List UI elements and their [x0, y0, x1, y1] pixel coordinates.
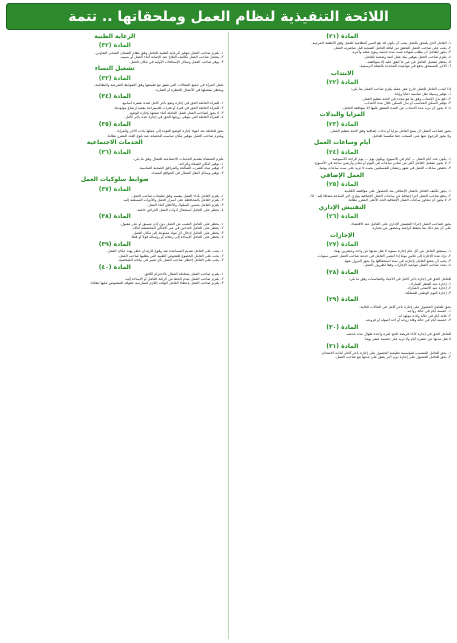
article-line: ٢- يتحمل صاحب العمل تكاليف العلاج عند الإصابة أثناء العمل أو بسببه. — [119, 55, 224, 60]
article-section — [234, 323, 452, 341]
article-line: تلتزم المنشأة بتقديم الخدمات الاجتماعية للعمال وفق ما يلي: — [133, 156, 224, 161]
article-body — [6, 101, 224, 119]
article-line: ٢- توفير مياه الشرب الصالحة والمرافق الصحية المناسبة. — [138, 166, 224, 171]
article-line: يجوز لصاحب العمل إجراء التفتيش الإداري على العامل عند الاقتضاء، — [350, 221, 451, 226]
article-body — [234, 41, 452, 69]
section-title: التفتيش الإداري — [318, 203, 366, 211]
article-line: ٣- يلتزم صاحب العمل بإعطاء العامل الوقت اللازم لممارسة حقوقه المنصوص عليها نظاماً. — [90, 281, 224, 286]
article-line: ٤- يحظر على العامل استعمال أدوات العمل لأغراض خاصة. — [136, 207, 224, 212]
article-body — [6, 249, 224, 263]
article-section — [6, 263, 224, 286]
article-line: ٣- لا يجوز أن تتجاوز ساعات العمل الإضافية الحد الأعلى المقرر نظاماً. — [347, 198, 451, 203]
article-number-row — [6, 150, 224, 156]
article-number-row — [6, 43, 224, 49]
article-line: ٤- للمرأة العاملة التي يتوفى زوجها الحق في إجازة عدة بأجر كامل. — [124, 115, 224, 120]
section-title: المادة (٢٨) — [326, 268, 359, 276]
article-line: ١- توفير أماكن للصلاة والراحة. — [178, 161, 224, 166]
article-line: للعامل الحق في إجازة لأداء فريضة الحج لمرة واحدة طوال مدة خدمته، — [345, 332, 451, 337]
article-line: ١- يكون عدد أيام العمل ... أيام في الأسبوع، ويكون يوم ... يوم الراحة الأسبوعية. — [331, 156, 451, 161]
article-section — [234, 69, 452, 111]
article-body — [234, 222, 452, 231]
article-body — [6, 51, 224, 65]
section-heading — [6, 265, 224, 271]
article-line: ٤- يلتزم صاحب العمل بتوفير بيئة عمل آمنة وصحية للعامل. — [363, 55, 451, 60]
article-line: ١- يحظر على العامل التغيب عن العمل دون إذن مسبق أو عذر مقبول. — [120, 221, 224, 226]
article-number-row — [6, 187, 224, 193]
section-heading — [234, 71, 452, 77]
section-heading — [234, 112, 452, 118]
article-line: لا تقل مدتها عن عشرة أيام ولا تزيد على خمسة عشر يوماً. — [364, 336, 451, 341]
section-heading — [234, 297, 452, 303]
section-heading — [6, 94, 224, 100]
article-line: ١- إجازة عيد الفطر المبارك. — [409, 281, 451, 286]
article-number: المادة (٣٢) — [98, 42, 131, 50]
section-title: ضوابط سلوكيات العمل — [80, 176, 149, 184]
section-title: المادة (٣٩) — [98, 240, 131, 248]
article-line: ٢- يحظر على العامل التدخين في غير الأماكن المخصصة لذلك. — [131, 226, 224, 231]
article-body — [6, 129, 224, 138]
article-line: ٢- للمرأة العاملة الحق في فترة أو فترات للاستراحة بقصد إرضاع مولودها. — [114, 106, 224, 111]
article-line: ٢- يحق للعامل الحصول على إجازة دون أجر يتفق على مدتها مع صاحب العمل. — [335, 355, 451, 360]
article-line: ٣- لا يجوز لصاحب العمل فصل العاملة أثناء تمتعها بإجازة الوضع. — [129, 110, 224, 115]
article-section — [234, 138, 452, 170]
article-section — [6, 64, 224, 92]
page-title: اللائحة التنفيذية لنظام العمل وملحقاتها .. تتمة — [6, 3, 451, 30]
article-number-row — [234, 242, 452, 248]
article-section — [6, 175, 224, 212]
article-body — [6, 222, 224, 240]
section-heading — [234, 325, 452, 331]
article-number-row — [234, 80, 452, 86]
article-number-row — [234, 150, 452, 156]
article-line: ٣- خمسة أيام في حالة وفاة زوجه أو أحد أصوله أو فروعه. — [365, 318, 451, 323]
section-heading — [6, 122, 224, 128]
article-line: ٢- يجب على العامل الخضوع للفحوص الطبية التي يطلبها صاحب العمل. — [117, 253, 224, 258]
article-body — [6, 272, 224, 286]
article-line: على أن يتم ذلك بما يحفظ كرامته وبحضور من يختاره. — [371, 226, 451, 231]
section-title: الخدمات الاجتماعية — [86, 139, 143, 147]
section-heading — [234, 344, 452, 350]
article-number: المادة (٢٣) — [326, 120, 359, 128]
section-title: المادة (٣٠) — [326, 324, 359, 332]
article-line: ٢- يجب على صاحب العمل التحقق من لياقة العامل الصحية قبل مباشرته العمل. — [333, 45, 451, 50]
article-line: ٣- يجب أن يتمتع العامل بإجازته في سنة استحقاقها ولا يجوز النزول عنها. — [343, 258, 451, 263]
article-number: المادة (٣٦) — [98, 148, 131, 156]
article-line: ٢- إجازة عيد الأضحى المبارك. — [406, 286, 451, 291]
article-section — [234, 110, 452, 138]
article-number-row — [234, 122, 452, 128]
article-body — [234, 189, 452, 203]
article-line: ٢- يلتزم العامل بالمحافظة على أسرار العمل والأدوات المسلمة إليه. — [122, 198, 224, 203]
section-heading — [6, 242, 224, 248]
article-line: ٢- يلتزم صاحب العمل بعدم الحط من كرامة العامل أو الإساءة إليه. — [124, 276, 224, 281]
section-heading — [234, 205, 452, 211]
article-section — [234, 32, 452, 69]
article-line: ٥- يحظر تشغيل العامل في غير ما اتفق عليه إلا بموافقته. — [366, 59, 451, 64]
article-body — [6, 157, 224, 175]
article-section — [234, 268, 452, 296]
article-line: ١- للمرأة العاملة الحق في إجازة وضع بأجر كامل لمدة عشرة أسابيع. — [121, 101, 224, 106]
article-section — [234, 231, 452, 268]
article-line: ١- خمسة أيام في حالة زواجه. — [406, 309, 451, 314]
article-line: ويلتزم صاحب العمل بتوفير مكان مناسب للحضانة عند بلوغ العدد المقرر نظاماً. — [106, 133, 224, 138]
article-number-row — [234, 214, 452, 220]
article-body — [234, 249, 452, 267]
article-section — [6, 32, 224, 64]
article-line: ٤- يحظر على العامل الإساءة إلى زملائه أو رؤسائه قولاً أو فعلاً. — [130, 235, 224, 240]
section-title: الإجازات — [329, 231, 355, 239]
article-line: ولا يجوز الرجوع عنها متى أصبحت حقاً مكتسباً للعامل. — [371, 133, 451, 138]
article-line: ١- العامل الذي يلتحق بالعمل يجب أن يكون قد بلغ السن النظامية للعمل وفق الأنظمة المرعية. — [311, 41, 451, 46]
columns-container — [6, 32, 451, 639]
article-body — [234, 332, 452, 341]
article-line: للعامل الحق في إجازة بأجر كامل في الأعياد والمناسبات وفق ما يلي: — [348, 277, 451, 281]
article-section — [6, 212, 224, 240]
article-number-row — [234, 182, 452, 188]
section-title: المادة (٣٨) — [98, 213, 131, 221]
article-line: ١- يلتزم صاحب العمل بتوفير الرعاية الطبية للعامل وفق نظام الضمان الصحي التعاوني. — [94, 50, 224, 55]
section-heading — [6, 214, 224, 220]
article-line: ٣- يلتزم العامل بحسن السلوك والأخلاق أثناء العمل. — [147, 203, 224, 208]
article-line: ١- يلتزم العامل بأداء العمل بنفسه وفق تعليمات صاحب العمل. — [131, 193, 224, 198]
section-title: المادة (٣٥) — [98, 120, 131, 128]
section-title: تشغيل النساء — [94, 65, 135, 73]
section-title: المادة (٢٩) — [326, 296, 359, 304]
section-title: المادة (٤٠) — [98, 264, 131, 271]
section-heading — [234, 173, 452, 179]
article-body — [234, 351, 452, 360]
article-line: ٣- إجازة اليوم الوطني للمملكة. — [404, 290, 451, 295]
section-heading — [234, 270, 452, 276]
section-title: الرعاية الطبية — [94, 33, 136, 40]
section-heading — [6, 140, 224, 146]
article-line: ١- يلتزم صاحب العمل بمعاملة العمال بالاحترام اللائق. — [143, 272, 224, 277]
section-heading — [6, 177, 224, 183]
article-body — [234, 87, 452, 110]
section-heading — [6, 34, 224, 40]
section-title: العمل الإضافي — [320, 171, 365, 179]
right-column — [234, 32, 452, 639]
article-line: يجوز لصاحب العمل أن يمنح العامل مزايا أو بدلات إضافية وفق لائحة تنظيم العمل، — [329, 129, 451, 134]
article-line: ٣- يوفر صاحب العمل وسائل الإسعافات الأولية في مكان العمل. — [129, 59, 224, 64]
article-line: ١- يحق للعامل المنتسب لمؤسسة تعليمية الحصول على إجازة بأجر كامل لتأدية الامتحان. — [320, 350, 451, 355]
article-line: ٣- تخفض ساعات العمل في شهر رمضان للمسلمين بحيث لا تزيد على ست ساعات يومياً. — [318, 165, 451, 170]
article-section — [6, 138, 224, 175]
section-heading — [234, 34, 452, 40]
article-line: ١- يجب على العامل تقديم المساعدة عند وقوع كارثة أو خطر يهدد مكان العمل. — [106, 249, 224, 254]
article-line: ٣- توفير السكن المناسب أو بدل السكن خلال مدة الانتداب. — [363, 101, 451, 106]
section-title: الانتداب — [330, 69, 354, 77]
article-line: ٦- الأجر المستحق يدفع في مواعيده المحددة بالعملة الرسمية. — [359, 64, 451, 69]
section-title: أيام وساعات العمل — [314, 139, 371, 147]
article-section — [234, 171, 452, 203]
article-section — [6, 92, 224, 120]
article-body — [234, 305, 452, 323]
article-line: ٤- يحدد صاحب العمل مواعيد الإجازات وفقاً لظروف العمل. — [363, 263, 451, 268]
section-heading — [6, 66, 224, 72]
article-line: ١- يستحق العامل عن كل عام إجازة سنوية لا تقل مدتها عن واحد وعشرين يوماً. — [333, 249, 451, 254]
article-body — [6, 194, 224, 212]
left-column — [6, 32, 229, 639]
article-number: المادة (٣٣) — [98, 74, 131, 82]
article-section — [234, 203, 452, 231]
article-line: ٢- يدفع صاحب العمل أجراً إضافياً عن ساعات العمل الإضافية يوازي أجر الساعة مضافاً إليه ٥٠٪. — [309, 193, 451, 198]
section-title: المادة (٣١) — [326, 342, 359, 350]
article-line: ٢- تزاد مدة الإجازة إلى ثلاثين يوماً إذا أمضى العامل في خدمة صاحب العمل خمس سنوات. — [316, 253, 451, 258]
article-line: إذا انتدب العامل للعمل خارج مقر عمله يلتزم صاحب العمل بما يلي: — [351, 87, 451, 92]
article-line: ٤- لا يجوز أن تزيد مدة الانتداب عن المدة المتفق عليها إلا بموافقة العامل. — [342, 105, 451, 110]
section-title: المادة (٢١) — [326, 33, 359, 40]
article-number: المادة (٣٧) — [98, 185, 131, 193]
article-number-row — [6, 76, 224, 82]
article-line: ٢- دفع بدل الانتداب وفق ما هو محدد في لائحة تنظيم العمل. — [361, 96, 451, 101]
article-line: تعمل المرأة في جميع المجالات التي تتفق مع طبيعتها وفق الضوابط الشرعية والنظامية، — [94, 82, 224, 87]
article-line: ٢- لا يجوز تشغيل العامل أكثر من ثماني ساعات في اليوم أو ثمان وأربعين ساعة في الأسبوع. — [314, 161, 451, 166]
article-number: المادة (٢٤) — [326, 148, 359, 156]
article-number: المادة (٢٢) — [326, 79, 359, 87]
article-line: ٣- يجب على العامل إخطار صاحب العمل بأي تغيير في بياناته الشخصية. — [117, 258, 224, 263]
article-body — [234, 157, 452, 171]
article-line: يحق للعاملة بعد انتهاء إجازة الوضع العودة إلى عملها بذات الأجر والمزايا، — [116, 129, 224, 134]
article-section — [6, 240, 224, 263]
section-heading — [234, 140, 452, 146]
article-body — [6, 83, 224, 92]
article-line: ٣- توفير وسائل النقل للعمال في المواقع البعيدة. — [151, 170, 224, 175]
article-line: ١- توفير وسيلة نقل مناسبة ذهاباً وإياباً. — [393, 92, 451, 97]
section-heading — [234, 233, 452, 239]
article-number: المادة (٢٥) — [326, 180, 359, 188]
article-line: ويحظر تشغيلها في الأعمال الخطرة أو الضارة. — [154, 87, 224, 92]
article-body — [234, 277, 452, 295]
article-line: ٢- ثلاثة أيام في حالة ولادة مولود له. — [397, 313, 451, 318]
article-section — [234, 342, 452, 360]
article-line: ٣- يجوز للعامل أن يطلب شهادة تثبت مدة خدمته ونوع عمله وأجره. — [351, 50, 451, 55]
article-line: ٣- يحظر على العامل إدخال أي مواد ممنوعة إلى مكان العمل. — [132, 230, 224, 235]
article-number: المادة (٢٦) — [326, 213, 359, 221]
section-title: المزايا والبدلات — [319, 111, 365, 119]
article-section — [6, 120, 224, 138]
article-line: ١- يجوز تكليف العامل بالعمل الإضافي بعد الحصول على موافقته الكتابية. — [343, 189, 451, 194]
article-number: المادة (٢٧) — [326, 241, 359, 249]
article-line: يحق للعامل الحصول على إجازة بأجر كامل في الحالات التالية: — [359, 304, 451, 309]
section-title: المادة (٣٤) — [98, 93, 131, 101]
article-section — [234, 295, 452, 323]
article-body — [234, 129, 452, 138]
